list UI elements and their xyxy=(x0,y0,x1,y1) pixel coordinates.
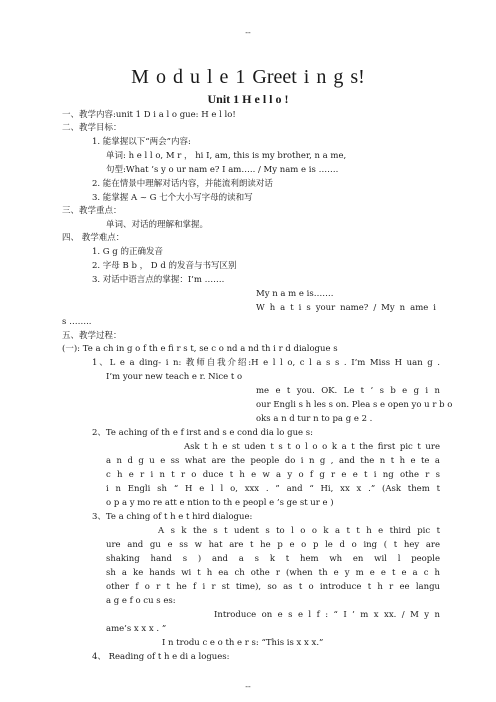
step-third-dialogue-text: other f o r t he f i r st time), so as t o introduce t h r ee langu xyxy=(106,582,440,592)
step-lead-in-text: oks a n d tur n to pa g e 2 . xyxy=(256,414,373,424)
step-lead-in-text: our Engli s h les s on. Plea s e open yo u r b o xyxy=(256,400,453,410)
step-third-dialogue-text: sh a ke hands wi t h ea ch othe r (when th e y m e e t e a c h xyxy=(106,568,440,578)
step-third-dialogue-text: shaking hand s ) and a s k t hem wh en wil l people xyxy=(106,554,440,564)
difficulty-phrase: My n a m e is……. xyxy=(256,289,334,299)
key-points-text: 单词、对话的理解和掌握。 xyxy=(106,220,209,230)
step-lead-in-text: me e t you. OK. Le t ’ s b e g i n xyxy=(256,386,440,396)
objective-sentences: 句型:What ’s y o ur nam e? I am….. / My nam e is ……. xyxy=(106,165,339,175)
step-lead-in-text: I’m your new teach e r. Nice t o xyxy=(106,372,243,382)
page-top-mark: -- xyxy=(245,28,251,37)
step-reading-heading: 4、 Reading of t h e di a logues: xyxy=(92,652,230,662)
step-dialogues-text: c h e r i n t r o duce t h e w a y o f g r e e t i ng othe r s xyxy=(106,470,440,480)
unit-subtitle: Unit 1 H e l l o ! xyxy=(207,92,289,106)
difficulty-phrase: W h a t i s your name? / My n ame i xyxy=(256,303,436,313)
step-dialogues-text: i n Engli sh “ H e l l o, xxx . ” and “ Hi, xx x .” (Ask them t xyxy=(106,484,440,494)
step-lead-in: 1、L e a ding- i n: 教师自我介绍:H e l l o, c l a s s . I’m Miss H uan g . xyxy=(92,358,440,368)
objective-item: 2. 能在情景中理解对话内容，并能流利朗读对话 xyxy=(92,179,273,189)
section-difficulties: 四、 教学难点： xyxy=(62,233,125,243)
section-teaching-content: 一、教学内容:unit 1 D i a l o gue: H e l lo! xyxy=(62,110,236,120)
step-dialogues-heading: 2、Te aching of th e f irst and s e cond dia lo gue s: xyxy=(92,428,314,438)
language-focus-line: ame’s x x x . ” xyxy=(106,624,167,634)
section-teaching-process: 五、教学过程： xyxy=(62,331,122,341)
step-third-dialogue-text: A s k the s t udent s to l o o k a t t h e third pic t xyxy=(158,526,440,536)
objective-vocab: 单词: h e l l o, M r ， hi I, am, this is my brother, n a me, xyxy=(106,151,347,161)
step-dialogues-text: o p a y mo re att e ntion to th e peopl e ’s ge st ur e ) xyxy=(106,498,334,508)
difficulty-item: 3. 对话中语言点的掌握：I’m ……. xyxy=(92,275,225,285)
step-third-dialogue-text: a g e f o cu s es: xyxy=(106,596,176,606)
step-dialogues-text: Ask t h e st uden t s t o l o o k a t the first pic t ure xyxy=(184,442,440,452)
module-title: M o d u l e 1 Greet i n g s! xyxy=(131,66,365,88)
language-focus-line: Introduce on e s e l f : “ I ’ m x xx. / M y n xyxy=(214,610,440,620)
difficulty-phrase-continued: s …….. xyxy=(62,317,92,327)
process-part-heading: (一): Te a ch in g o f th e fi r s t, se c o nd a nd th i r d dialogue s xyxy=(62,344,338,354)
section-teaching-objectives: 二、教学目标： xyxy=(62,123,122,133)
language-focus-line: I n trodu c e o th e r s: “This is x x x.” xyxy=(162,638,324,648)
difficulty-item: 2. 字母 B b ， D d 的发音与书写区别 xyxy=(92,261,237,271)
difficulty-item: 1. G g 的正确发音 xyxy=(92,247,163,257)
step-dialogues-text: a n d g u e ss what are the people do i n g , and the n t h e te a xyxy=(106,456,440,466)
section-key-points: 三、教学重点： xyxy=(62,206,122,216)
step-third-dialogue-text: ure and gu e ss w hat are t he p e o p le d o ing ( t hey are xyxy=(106,540,440,550)
objective-item: 3. 能掌握 A ~ G 七个大小写字母的读和写 xyxy=(92,193,253,203)
page-bottom-mark: -- xyxy=(245,682,251,691)
step-third-dialogue-heading: 3、Te a ching of t h e t hird dialogue: xyxy=(92,512,253,522)
objective-item: 1. 能掌握以下“两会”内容: xyxy=(92,137,191,147)
